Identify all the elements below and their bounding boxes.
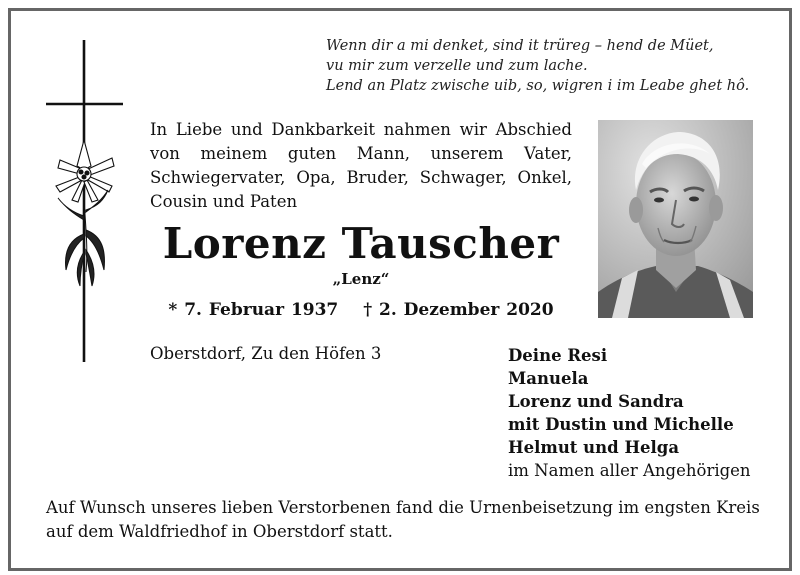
closing-text [46,496,760,544]
mourner: Manuela [508,369,589,388]
closing-line: auf dem Waldfriedhof in Oberstdorf statt. [46,522,393,541]
address: Oberstdorf, Zu den Höfen 3 [150,344,382,363]
death-date: † 2. Dezember 2020 [363,300,554,320]
life-dates [150,300,572,320]
portrait-photo [598,120,753,318]
poem-line: vu mir zum verzelle und zum lache. [326,58,588,74]
deceased-name: Lorenz Tauscher [162,219,560,268]
cross-with-edelweiss-icon [46,40,124,362]
intro-line: In Liebe und Dankbarkeit nahmen wir Abschied [150,120,572,139]
closing-line: Auf Wunsch unseres lieben Verstorbenen fand die Urnenbeisetzung im engsten Kreis [46,498,760,517]
intro-line: von meinem guten Mann, unserem Vater, [150,144,572,163]
mourners-note: im Namen aller Angehörigen [508,461,751,480]
mourner: Lorenz und Sandra [508,392,684,411]
intro-text [150,118,572,214]
birth-date: * 7. Februar 1937 [168,300,339,320]
intro-line: Cousin und Paten [150,192,298,211]
mourners-list [508,344,751,482]
poem-line: Wenn dir a mi denket, sind it trüreg – hend de Müet, [326,38,714,54]
poem-line: Lend an Platz zwische uib, so, wigren i im Leabe ghet hô. [326,78,750,94]
mourner: Deine Resi [508,346,608,365]
deceased-nickname: „Lenz“ [332,270,390,288]
dialect-poem [326,36,766,96]
intro-line: Schwiegervater, Opa, Bruder, Schwager, Onkel, [150,168,572,187]
mourner: Helmut und Helga [508,438,680,457]
mourner: mit Dustin und Michelle [508,415,734,434]
